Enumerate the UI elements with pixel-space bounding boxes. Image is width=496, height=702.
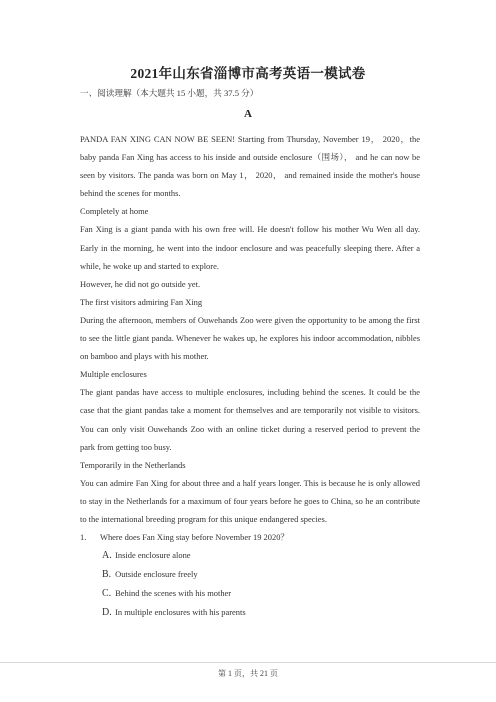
option-letter: B. [102, 569, 112, 581]
subheading: The first visitors admiring Fan Xing [80, 296, 203, 307]
section-heading: 一、阅读理解（本大题共 15 小题，共 37.5 分） [80, 88, 259, 98]
page-title: 2021年山东省淄博市高考英语一模试卷 [130, 66, 366, 81]
option-text: Outside enclosure freely [115, 569, 198, 580]
part-letter: A [244, 108, 252, 120]
paragraph: During the afternoon, members of Ouwehands Zoo were given the opportunity to be among the first to see the little giant panda. Whenever he wakes up, he explores his indoor accommodation, nibbles on bamboo and plays with his mother. [80, 314, 420, 362]
paragraph: PANDA FAN XING CAN NOW BE SEEN! Starting from Thursday, November 19， 2020，the baby panda Fan Xing has access to his inside and outside enclosure（围场）， and he can now be seen by visitors. The panda was born on May 1， 2020， and remained inside the mother's house behind the scenes for months. [80, 134, 420, 199]
option-c[interactable] [80, 584, 420, 603]
option-text: In multiple enclosures with his parents [115, 607, 246, 618]
option-letter: C. [102, 588, 112, 600]
option-a[interactable] [80, 546, 420, 565]
footer-divider [0, 662, 496, 663]
paragraph: You can admire Fan Xing for about three and a half years longer. This is because he is only allowed to stay in the Netherlands for a maximum of four years before he goes to China, so he an contribute to the international breeding program for this unique endangered species. [80, 477, 420, 524]
subheading: Temporarily in the Netherlands [80, 459, 186, 470]
paragraph: However, he did not go outside yet. [80, 278, 201, 289]
option-b[interactable] [80, 565, 420, 584]
option-text: Behind the scenes with his mother [115, 588, 232, 599]
question-text: Where does Fan Xing stay before November 19 2020？ [100, 532, 289, 543]
page-footer: 第 1 页，共 21 页 [218, 669, 278, 678]
subheading: Completely at home [80, 206, 149, 217]
paragraph: Fan Xing is a giant panda with his own free will. He doesn't follow his mother Wu Wen all day. Early in the morning, he went into the indoor enclosure and was peacefully sleeping there. After a while, he woke up and started to explore. [80, 224, 420, 271]
subheading: Multiple enclosures [80, 369, 147, 380]
option-letter: D. [102, 607, 112, 619]
option-text: Inside enclosure alone [115, 550, 191, 561]
option-d[interactable] [80, 603, 420, 622]
passage-body [80, 130, 420, 623]
question-number: 1. [80, 532, 87, 543]
question [80, 528, 420, 546]
paragraph: The giant pandas have access to multiple enclosures, including behind the scenes. It could be the case that the giant pandas take a moment for themselves and are temporarily not visible to visitors. You can only visit Ouwehands Zoo with an online ticket during a reserved period to prevent the park from getting too busy. [80, 387, 420, 452]
option-letter: A. [102, 550, 112, 562]
